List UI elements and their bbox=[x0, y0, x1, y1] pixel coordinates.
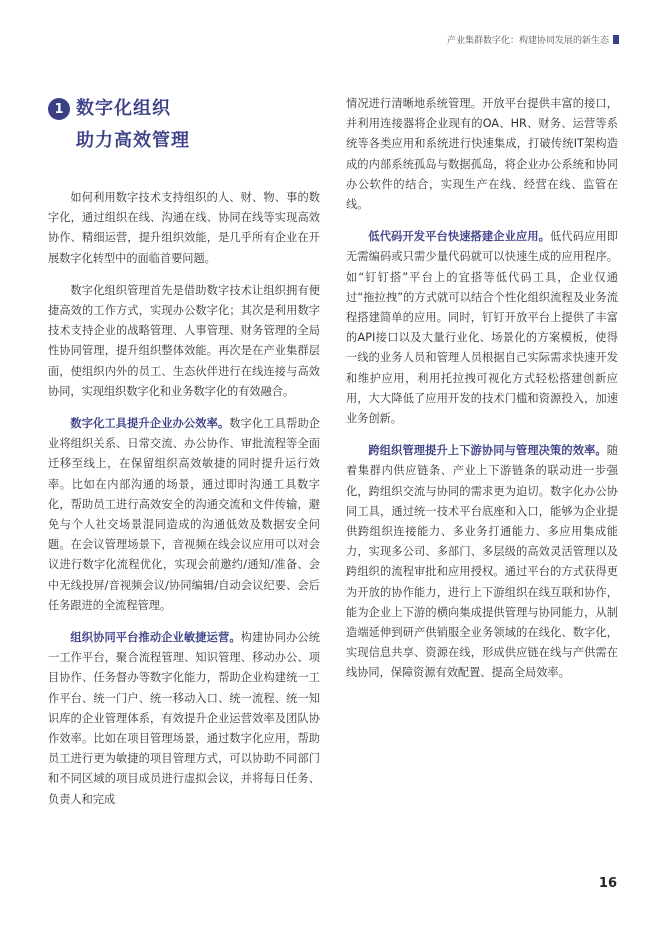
running-header-title: 产业集群数字化：构建协同发展的新生态 bbox=[446, 36, 609, 46]
section-title-line2: 助力高效管理 bbox=[76, 130, 190, 151]
paragraph bbox=[346, 441, 618, 683]
paragraph: 情况进行清晰地系统管理。开放平台提供丰富的接口，并利用连接器将企业现有的OA、HR、财务、运营等系统等各类应用和系统进行快速集成，打破传统IT架构造成的内部系统孤岛与数据孤岛，将企业办公系统和协同办公软件的结合，实现生产在线、经营在线、监管在线。 bbox=[346, 97, 618, 212]
paragraph: 如何利用数字技术支持组织的人、财、物、事的数字化，通过组织在线、沟通在线、协同在线等实现高效协作、精细运营，提升组织效能，是几乎所有企业在开展数字化转型中的面临首要问题。 bbox=[48, 191, 320, 265]
left-column bbox=[48, 188, 320, 822]
paragraph-body: 数字化工具帮助企业将组织关系、日常交流、办公协作、审批流程等全面迁移至线上，在保留组织高效敏捷的同时提升运行效率。比如在内部沟通的场景，通过即时沟通工具数字化，帮助员工进行高效安全的沟通交流和文件传输，避免与个人社交场景混同造成的沟通低效及数据安全问题。在会议管理场景下，音视频在线会议应用可以对会议进行数字化流程优化，实现会前邀约/通知/准备、会中无线投屏/音视频会议/协同编辑/自动会议纪要、会后任务跟进的全流程管理。 bbox=[48, 417, 320, 612]
paragraph-highlight: 组织协同平台推动企业敏捷运营。 bbox=[70, 631, 241, 645]
paragraph bbox=[48, 628, 320, 810]
section-number-badge: 1 bbox=[48, 98, 70, 120]
paragraph-body: 随着集群内供应链条、产业上下游链条的联动进一步强化，跨组织交流与协同的需求更为迫切。数字化办公协同工具，通过统一技术平台底座和入口，能够为企业提供跨组织连接能力、多业务打通能力、多应用集成能力，实现多公司、多部门、多层级的高效灵活管理以及跨组织的流程审批和应用授权。通过平台的方式获得更为开放的协作能力，进行上下游组织在线互联和协作，能为企业上下游的横向集成提供管理与协同能力，从制造端延伸到研产供销服全业务领域的在线化、数字化，实现信息共享、资源在线，形成供应链在线与产供需在线协同，保障资源有效配置、提高全局效率。 bbox=[346, 444, 618, 680]
page-number: 16 bbox=[598, 876, 617, 891]
paragraph-highlight: 低代码开发平台快速搭建企业应用。 bbox=[368, 230, 551, 244]
paragraph: 数字化组织管理首先是借助数字技术让组织拥有便捷高效的工作方式，实现办公数字化；其次是利用数字技术支持企业的战略管理、人事管理、财务管理的全局性协同管理，提升组织整体效能。再次是在产业集群层面，使组织内外的员工、生态伙伴进行在线连接与高效协同，实现组织数字化和业务数字化的有效融合。 bbox=[48, 283, 320, 398]
section-title bbox=[48, 95, 190, 155]
paragraph bbox=[48, 414, 320, 616]
paragraph-body: 低代码应用即无需编码或只需少量代码就可以快速生成的应用程序。如“钉钉搭”平台上的宜搭等低代码工具，企业仅通过“拖拉拽”的方式就可以结合个性化组织流程及业务流程搭建简单的应用。同时，钉钉开放平台上提供了丰富的API接口以及大量行业化、场景化的方案模板，使得一线的业务人员和管理人员根据自己实际需求快速开发和维护应用，利用托拉拽可视化方式轻松搭建创新应用，大大降低了应用开发的技术门槛和资源投入，加速业务创新。 bbox=[346, 230, 618, 426]
paragraph-body: 构建协同办公统一工作平台，聚合流程管理、知识管理、移动办公、项目协作、任务督办等数字化能力，帮助企业构建统一工作平台、统一门户、统一移动入口、统一流程、统一知识库的企业管理体系，有效提升企业运营效率及团队协作效率。比如在项目管理场景，通过数字化应用，帮助员工进行更为敏捷的项目管理方式，可以协助不同部门和不同区域的项目成员进行虚拟会议，并将每日任务、负责人和完成 bbox=[48, 631, 320, 806]
paragraph bbox=[346, 227, 618, 429]
paragraph-highlight: 跨组织管理提升上下游协同与管理决策的效率。 bbox=[368, 444, 607, 458]
header-square-icon bbox=[613, 35, 619, 44]
right-column bbox=[346, 94, 618, 696]
running-header bbox=[447, 33, 619, 46]
paragraph-highlight: 数字化工具提升企业办公效率。 bbox=[70, 417, 230, 431]
section-title-line1: 数字化组织 bbox=[76, 98, 171, 119]
